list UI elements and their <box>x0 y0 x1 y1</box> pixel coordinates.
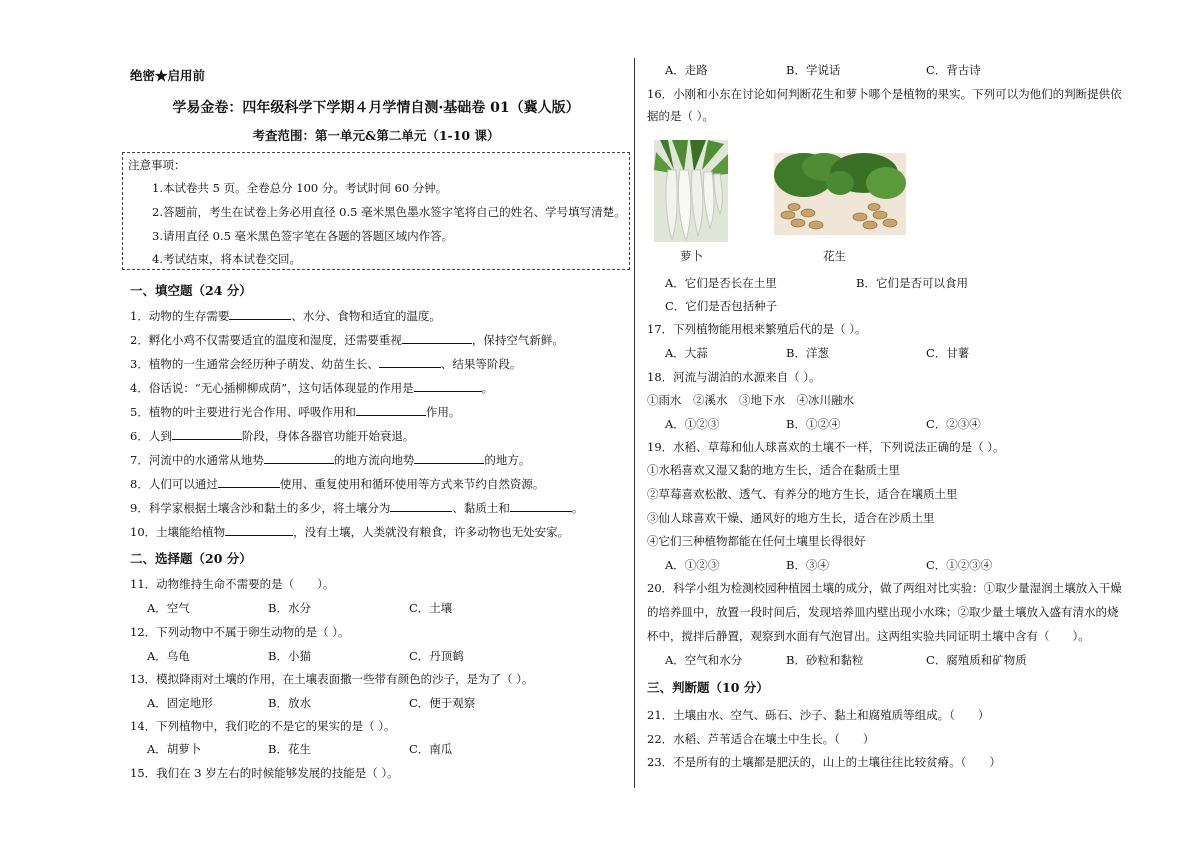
notice-item: 4.考试结束，将本试卷交回。 <box>152 252 301 266</box>
question-18-statements: ①雨水 ②溪水 ③地下水 ④冰川融水 <box>647 393 854 407</box>
answer-blank[interactable] <box>414 451 484 464</box>
option-b[interactable]: B．水分 <box>268 601 311 615</box>
option-a[interactable]: A．空气和水分 <box>665 653 743 667</box>
answer-blank[interactable] <box>390 499 452 512</box>
option-b[interactable]: B．洋葱 <box>786 346 829 360</box>
question-22: 22．水稻、芦苇适合在壤土中生长。（ ） <box>647 732 875 746</box>
answer-blank[interactable] <box>356 403 426 416</box>
radish-caption: 萝卜 <box>680 249 703 263</box>
question-13-stem: 13．模拟降雨对土壤的作用，在土壤表面撒一些带有颜色的沙子，是为了（ ）。 <box>130 672 534 686</box>
option-a[interactable]: A．走路 <box>665 63 708 77</box>
option-a[interactable]: A．它们是否长在土里 <box>665 276 777 290</box>
question-11-stem: 11．动物维持生命不需要的是（ ）。 <box>130 577 335 591</box>
option-a[interactable]: A．固定地形 <box>147 696 213 710</box>
option-a[interactable]: A．①②③ <box>665 417 720 431</box>
peanut-image <box>774 153 906 235</box>
question-16-stem: 16．小刚和小东在讨论如何判断花生和萝卜哪个是植物的果实。下列可以为他们的判断提供依 <box>647 87 1122 101</box>
question-4: 4．俗话说：“无心插柳柳成荫”，这句话体现显的作用是 。 <box>130 381 494 395</box>
exam-title: 学易金卷：四年级科学下学期４月学情自测·基础卷 01（冀人版） <box>172 100 580 116</box>
option-b[interactable]: B．小猫 <box>268 649 311 663</box>
secret-label: 绝密★启用前 <box>130 68 206 83</box>
section-fill-title: 一、填空题（24 分） <box>130 283 252 298</box>
question-7: 7．河流中的水通常从地势 的地方流向地势 的地方。 <box>130 453 531 467</box>
question-18-stem: 18．河流与湖泊的水源来自（ ）。 <box>647 370 821 384</box>
notice-title: 注意事项： <box>128 158 186 172</box>
option-c[interactable]: C．南瓜 <box>409 742 453 756</box>
question-8: 8．人们可以通过 使用、重复使用和循环使用等方式来节约自然资源。 <box>130 477 545 491</box>
option-c[interactable]: C．便于观察 <box>409 696 476 710</box>
notice-item: 3.请用直径 0.5 毫米黑色签字笔在各题的答题区域内作答。 <box>152 229 454 243</box>
question-20-stem: 20．科学小组为检测校园种植园土壤的成分，做了两组对比实验：①取少量湿润土壤放入干燥 <box>647 581 1122 595</box>
question-1: 1．动物的生存需要 、水分、食物和适宜的温度。 <box>130 309 441 323</box>
statement: ④它们三种植物都能在任何土壤里长得很好 <box>647 534 866 548</box>
radish-image <box>654 140 728 242</box>
question-15-stem: 15．我们在 3 岁左右的时候能够发展的技能是（ ）。 <box>130 766 399 780</box>
column-divider <box>634 58 635 788</box>
question-6: 6．人到 阶段，身体各器官功能开始衰退。 <box>130 429 415 443</box>
exam-scope: 考查范围：第一单元&第二单元（1-10 课） <box>252 128 500 143</box>
answer-blank[interactable] <box>229 307 291 320</box>
question-19-stem: 19．水稻、草莓和仙人球喜欢的土壤不一样，下列说法正确的是（ ）。 <box>647 440 1005 454</box>
question-2: 2．孵化小鸡不仅需要适宜的温度和湿度，还需要重视 ，保持空气新鲜。 <box>130 333 564 347</box>
option-a[interactable]: A．胡萝卜 <box>147 742 202 756</box>
section-judge-title: 三、判断题（10 分） <box>647 680 769 695</box>
option-b[interactable]: B．它们是否可以食用 <box>856 276 968 290</box>
option-c[interactable]: C．②③④ <box>926 417 981 431</box>
question-20-stem-cont: 的培养皿中，放置一段时间后，发现培养皿内壁出现小水珠；②取少量土壤放入盛有清水的烧 <box>647 605 1119 619</box>
notice-item: 1.本试卷共 5 页。全卷总分 100 分。考试时间 60 分钟。 <box>152 181 448 195</box>
option-c[interactable]: C．甘薯 <box>926 346 970 360</box>
question-3: 3．植物的一生通常会经历种子萌发、幼苗生长、 、结果等阶段。 <box>130 357 522 371</box>
question-9: 9．科学家根据土壤含沙和黏土的多少，将土壤分为 、黏质土和 。 <box>130 501 584 515</box>
statement: ③仙人球喜欢干燥、通风好的地方生长，适合在沙质土里 <box>647 511 935 525</box>
option-b[interactable]: B．学说话 <box>786 63 841 77</box>
option-b[interactable]: B．砂粒和黏粒 <box>786 653 864 667</box>
option-b[interactable]: B．花生 <box>268 742 311 756</box>
question-12-stem: 12．下列动物中不属于卵生动物的是（ ）。 <box>130 625 350 639</box>
option-a[interactable]: A．空气 <box>147 601 190 615</box>
statement: ①水稻喜欢又湿又黏的地方生长，适合在黏质土里 <box>647 463 900 477</box>
section-choice-title: 二、选择题（20 分） <box>130 551 252 566</box>
option-a[interactable]: A．乌龟 <box>147 649 190 663</box>
question-5: 5．植物的叶主要进行光合作用、呼吸作用和 作用。 <box>130 405 461 419</box>
option-b[interactable]: B．③④ <box>786 558 829 572</box>
option-c[interactable]: C．①②③④ <box>926 558 993 572</box>
option-c[interactable]: C．腐殖质和矿物质 <box>926 653 1027 667</box>
answer-blank[interactable] <box>379 355 441 368</box>
answer-blank[interactable] <box>264 451 334 464</box>
question-20-stem-cont: 杯中，搅拌后静置，观察到水面有气泡冒出。这两组实验共同证明土壤中含有（ ）。 <box>647 629 1090 643</box>
notice-item: 2.答题前，考生在试卷上务必用直径 0.5 毫米黑色墨水签字笔将自己的姓名、学号填写清楚。 <box>152 205 626 219</box>
answer-blank[interactable] <box>172 427 242 440</box>
answer-blank[interactable] <box>414 379 482 392</box>
option-c[interactable]: C．土壤 <box>409 601 453 615</box>
option-a[interactable]: A．①②③ <box>665 558 720 572</box>
option-b[interactable]: B．①②④ <box>786 417 841 431</box>
statement: ②草莓喜欢松散、透气、有养分的地方生长，适合在壤质土里 <box>647 487 958 501</box>
option-c[interactable]: C．丹顶鹤 <box>409 649 464 663</box>
answer-blank[interactable] <box>218 475 280 488</box>
answer-blank[interactable] <box>225 523 293 536</box>
option-a[interactable]: A．大蒜 <box>665 346 708 360</box>
answer-blank[interactable] <box>402 331 472 344</box>
option-b[interactable]: B．放水 <box>268 696 311 710</box>
question-21: 21．土壤由水、空气、砾石、沙子、黏土和腐殖质等组成。（ ） <box>647 708 990 722</box>
question-17-stem: 17．下列植物能用根来繁殖后代的是（ ）。 <box>647 322 867 336</box>
option-c[interactable]: C．它们是否包括种子 <box>665 299 778 313</box>
question-16-stem-cont: 据的是（ ）。 <box>647 109 714 123</box>
option-c[interactable]: C．背古诗 <box>926 63 981 77</box>
question-23: 23．不是所有的土壤都是肥沃的，山上的土壤往往比较贫瘠。（ ） <box>647 755 1001 769</box>
question-10: 10．土壤能给植物 ，没有土壤，人类就没有粮食，许多动物也无处安家。 <box>130 525 570 539</box>
answer-blank[interactable] <box>510 499 572 512</box>
question-14-stem: 14．下列植物中，我们吃的不是它的果实的是（ ）。 <box>130 719 396 733</box>
peanut-caption: 花生 <box>823 249 846 263</box>
